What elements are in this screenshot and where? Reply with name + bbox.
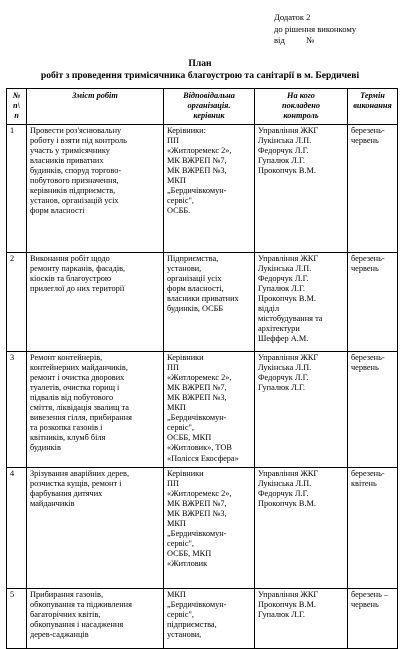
row-control-line: Прокопчук В.М. [258,165,316,175]
row-org-line: сервіс", [167,196,194,206]
title-line-2: робіт з проведення тримісячника благоустрою та санітарії в м. Бердичеві [40,70,360,81]
row-num-line: 2 [10,253,15,263]
row-work-line: форм власності [30,206,85,216]
row-num-line: 4 [10,468,15,478]
document-title [0,58,400,82]
table-row [7,588,398,648]
row-control-line: Федорчук Л.Г. [258,488,309,498]
row-org-line: „Бердичівкомун- [167,186,227,196]
row-org-line: «Житлоремекс 2», [167,372,232,382]
row-org-line: ПП [167,135,179,145]
row-org-line: МК ВЖРЕП №7, [167,382,227,392]
row-term [348,351,398,467]
row-org-line: «Житлоремекс 2», [167,488,232,498]
row-work-line: кіосків та благоустрою [30,273,112,283]
row-org-line: «Житлоремекс 2», [167,145,232,155]
row-control-line: Лукінська Л.П. [258,362,312,372]
row-work-line: власників приватних [30,155,104,165]
row-num [7,252,27,351]
row-term-line: березень- [351,125,385,135]
row-org-line: ОСББ. [167,206,191,216]
row-work-line: підвалів від побутового [30,392,114,402]
table-row [7,124,398,252]
row-work-line: Ремонт контейнерів, [30,352,103,362]
row-work-line: багаторічних квітів, [30,609,101,619]
row-control-line: архітектури [258,324,300,334]
row-work [27,351,164,467]
row-work-line: роботу і взяти під контроль [30,135,127,145]
row-org-line: сервіс", [167,609,194,619]
header-control-line: На кого [287,91,315,100]
addendum-line-1: Додаток 2 [274,12,311,22]
row-org [164,588,255,648]
row-work-line: майданчиків [30,498,75,508]
row-control-line: Гупалюк Л.Г. [258,382,305,392]
row-org-line: „Бердичівкомун- [167,529,227,539]
header-num-line: № [12,91,21,100]
row-work-line: побутового призначення, [30,176,119,186]
row-work-line: та розкопка газонів і [30,423,103,433]
addendum-line-2: до рішення виконкому [274,23,357,34]
row-org-line: Керівники [167,352,204,362]
header-num [7,89,27,125]
row-org-line: форм власності, [167,283,224,293]
row-control-line: Лукінська Л.П. [258,263,312,273]
title-line-1: План [188,58,212,69]
row-num-line: 1 [10,125,15,135]
row-org [164,252,255,351]
row-term [348,467,398,588]
row-num [7,351,27,467]
header-term-line: виконання [353,101,392,111]
row-org-line: МК ВЖРЕП №3, [167,165,227,175]
row-term-line: березень- [351,352,385,362]
row-org-line: власники приватних [167,293,239,303]
row-term-line: квітень [351,478,377,488]
row-control [255,351,348,467]
row-org-line: ОСББ, МКП [167,549,212,559]
row-org-line: «Полісся Екосфера» [167,453,239,463]
row-work-line: обкопування та підживлення [30,599,132,609]
row-work-line: фарбування дитячих [30,488,103,498]
row-term-line: червень [351,263,379,273]
row-work-line: керівників підприємств, [30,186,116,196]
row-org-line: установи, [167,263,202,273]
header-control-line: контроль [283,111,319,121]
row-org-line: „Бердичівкомун- [167,413,227,423]
addendum-line-3: від № [274,35,315,45]
row-org-line: МКП [167,176,186,186]
row-control-line: Шеффер А.М. [258,334,309,344]
header-term [348,89,398,125]
row-work-line: ремонт і очистка дворових [30,372,125,382]
row-control-line: Гупалюк Л.Г. [258,283,305,293]
row-work [27,588,164,648]
row-control-line: містобудування та [258,314,323,324]
row-control-line: Лукінська Л.П. [258,478,312,488]
header-term-line: Термін [360,91,385,100]
row-work [27,467,164,588]
row-num-line: 3 [10,352,15,362]
row-control-line: Гупалюк Л.Г. [258,155,305,165]
row-org-line: «Житловик», ТОВ [167,443,232,453]
row-work-line: будинків, споруд торгово- [30,165,122,175]
row-work-line: установ, організацій усіх [30,196,119,206]
row-control-line: Управління ЖКГ [258,468,319,478]
row-num-line: 5 [10,589,15,599]
row-work-line: туалетів, очистка горищ і [30,382,120,392]
table-row [7,252,398,351]
row-control-line: Управління ЖКГ [258,125,319,135]
header-work-line: Зміст робіт [72,91,118,100]
row-org-line: Керівники: [167,125,206,135]
row-control-line: Лукінська Л.П. [258,135,312,145]
row-work-line: Прибирання газонів, [30,589,104,599]
row-control-line: Прокопчук В.М. [258,599,316,609]
row-control-line: Гупалюк Л.Г. [258,609,305,619]
row-control-line: Управління ЖКГ [258,352,319,362]
row-num [7,124,27,252]
row-term [348,588,398,648]
header-num-line: п [14,111,19,121]
row-term-line: червень [351,135,379,145]
header-control [255,89,348,125]
row-work-line: будинків [30,443,61,453]
row-term-line: березень- [351,468,385,478]
table-header-row [7,89,398,125]
row-work-line: ремонту парканів, фасадів, [30,263,126,273]
row-org-line: МК ВЖРЕП №3, [167,508,227,518]
row-org-line: сервіс", [167,423,194,433]
row-control [255,467,348,588]
row-work-line: Провести роз'яснювальну [30,125,122,135]
row-work-line: участь у тримісячнику [30,145,110,155]
row-org-line: ОСББ, МКП [167,433,212,443]
row-org-line: МКП [167,589,186,599]
header-org-line: керівник [193,111,225,121]
addendum-note [274,12,398,47]
row-work-line: квітників, клумб біля [30,433,106,443]
row-org-line: Керівники [167,468,204,478]
row-org-line: Підприємства, [167,253,219,263]
header-org [164,89,255,125]
row-work-line: розчистка кущів, ремонт і [30,478,122,488]
row-work-line: прилеглої до них території [30,283,125,293]
row-work-line: Виконання робіт щодо [30,253,110,263]
row-control-line: відділ [258,304,280,314]
row-org-line: МКП [167,519,186,529]
row-control-line: Федорчук Л.Г. [258,372,309,382]
row-org-line: МК ВЖРЕП №7, [167,498,227,508]
row-org-line: сервіс", [167,539,194,549]
header-control-line: покладено [281,101,321,111]
header-org-line: Відповідальна [183,91,235,100]
row-org [164,124,255,252]
row-control [255,252,348,351]
row-work [27,252,164,351]
row-work-line: дерев-саджанців [30,629,89,639]
header-work [27,89,164,125]
row-org-line: підприємства, [167,619,217,629]
row-control-line: Управління ЖКГ [258,589,319,599]
table-row [7,467,398,588]
row-num [7,588,27,648]
row-num [7,467,27,588]
row-control-line: Федорчук Л.Г. [258,273,309,283]
row-work [27,124,164,252]
row-org-line: МКП [167,403,186,413]
row-term [348,252,398,351]
row-control-line: Прокопчук В.М. [258,293,316,303]
row-control-line: Федорчук Л.Г. [258,145,309,155]
row-org-line: ПП [167,478,179,488]
table-row [7,351,398,467]
row-work-line: вивезення гілля, прибирання [30,413,132,423]
row-org-line: організації усіх [167,273,222,283]
row-org [164,351,255,467]
header-org-line: організація. [187,101,231,111]
row-work-line: обкопування і насадження [30,619,124,629]
row-term-line: березень – [351,589,389,599]
header-num-line: п\ [13,101,20,111]
row-work-line: контейнерних майданчиків, [30,362,128,372]
row-org-line: будинків, ОСББ [167,304,224,314]
row-org-line: „Бердичівкомун- [167,599,227,609]
row-org-line: установи, [167,629,202,639]
row-org-line: ПП [167,362,179,372]
row-term [348,124,398,252]
row-term-line: червень [351,362,379,372]
row-term-line: березень- [351,253,385,263]
row-work-line: сміття, ліквідація звалищ та [30,403,129,413]
row-org [164,467,255,588]
row-control-line: Прокопчук В.М. [258,498,316,508]
row-term-line: червень [351,599,379,609]
row-control [255,588,348,648]
row-control [255,124,348,252]
row-org-line: МК ВЖРЕП №3, [167,392,227,402]
row-org-line: МК ВЖРЕП №7, [167,155,227,165]
plan-table [6,88,398,649]
row-work-line: Зрізування аварійних дерев, [30,468,130,478]
row-control-line: Управління ЖКГ [258,253,319,263]
row-org-line: «Житловик [167,559,208,569]
